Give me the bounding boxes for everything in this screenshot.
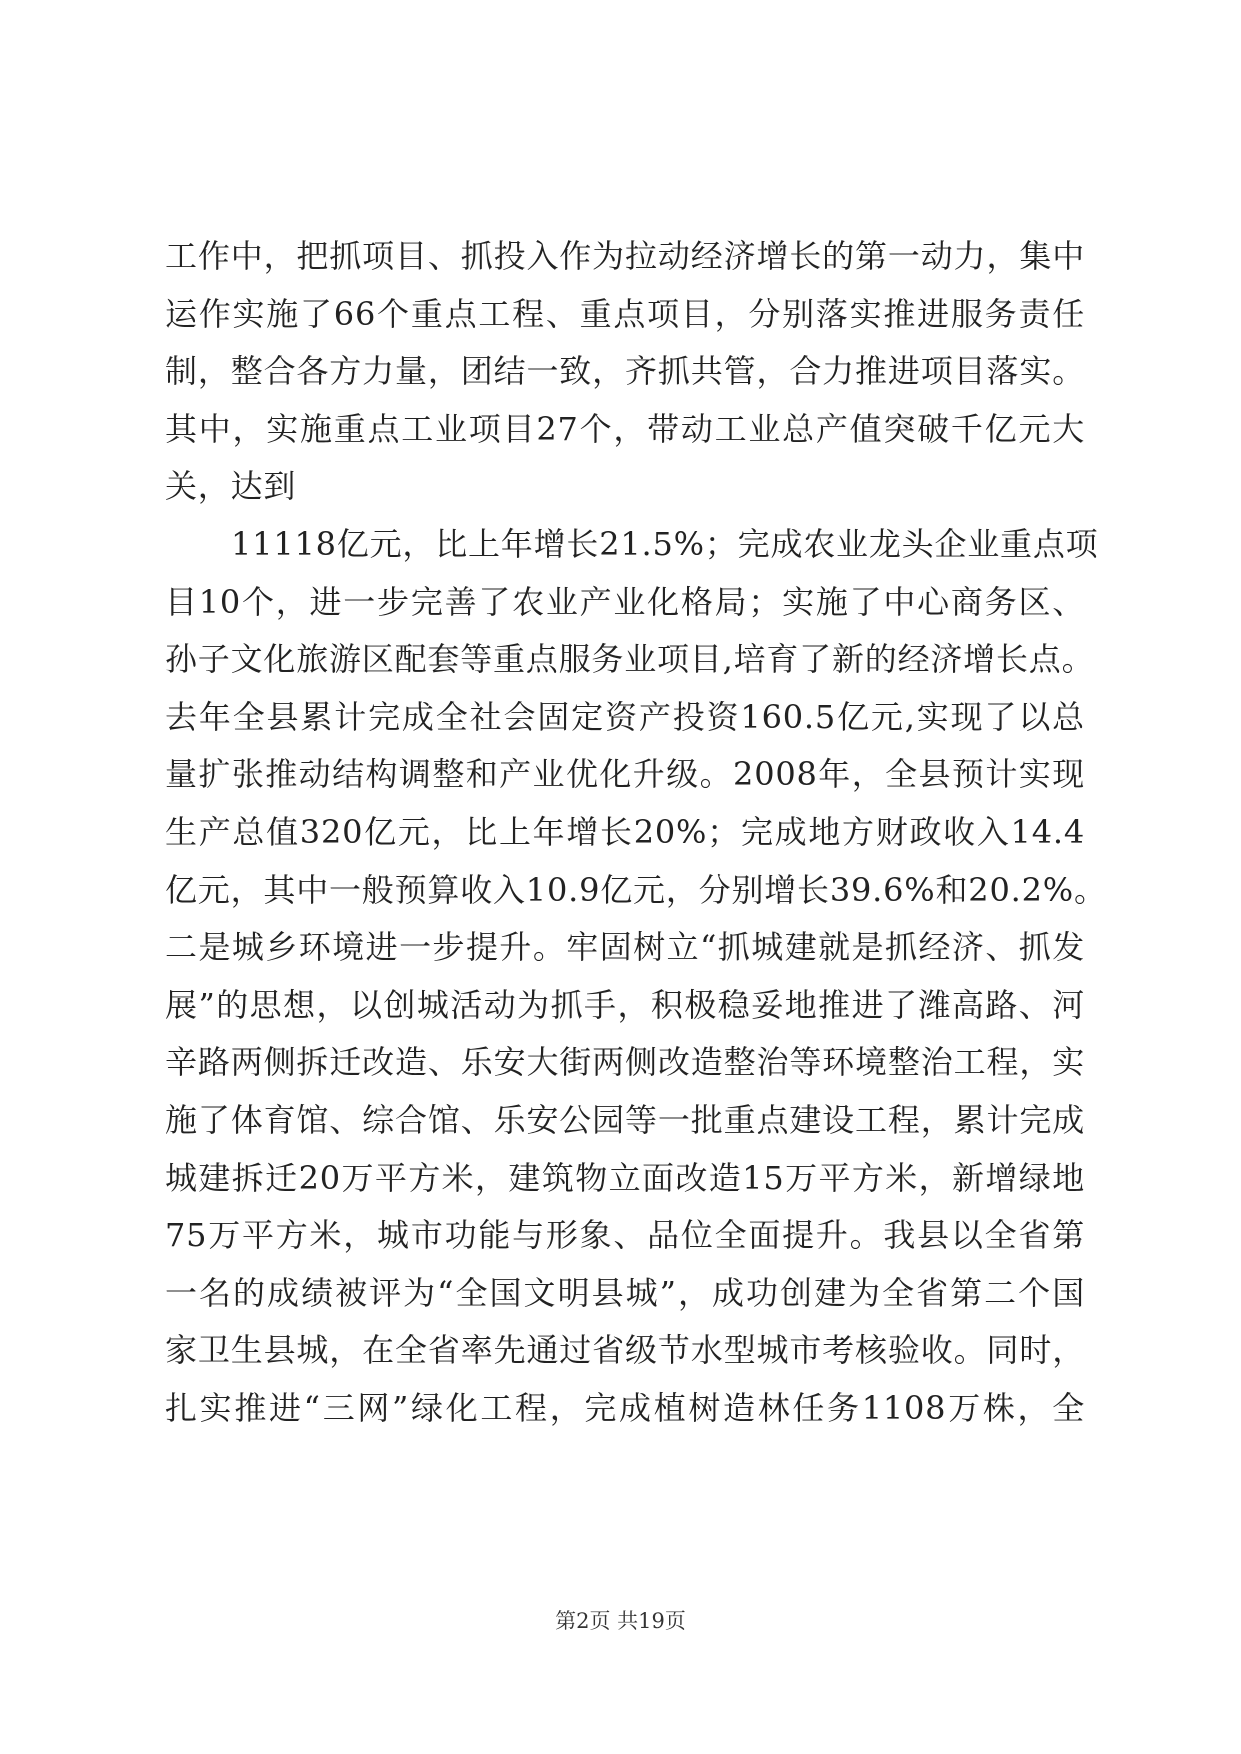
text-line: 目10个，进一步完善了农业产业化格局；实施了中心商务区、 (165, 582, 1085, 621)
text-line: 辛路两侧拆迁改造、乐安大街两侧改造整治等环境整治工程，实 (165, 1043, 1085, 1082)
text-line: 施了体育馆、综合馆、乐安公园等一批重点建设工程，累计完成 (165, 1100, 1085, 1139)
text-line: 运作实施了66个重点工程、重点项目，分别落实推进服务责任 (165, 294, 1085, 333)
text-line: 11118亿元，比上年增长21.5%；完成农业龙头企业重点项 (231, 524, 1099, 563)
text-line: 扎实推进“三网”绿化工程，完成植树造林任务1108万株，全 (165, 1388, 1085, 1427)
text-line: 二是城乡环境进一步提升。牢固树立“抓城建就是抓经济、抓发 (165, 928, 1085, 967)
text-line: 亿元，其中一般预算收入10.9亿元，分别增长39.6%和20.2%。 (165, 870, 1107, 909)
text-line: 展”的思想，以创城活动为抓手，积极稳妥地推进了潍高路、河 (165, 985, 1085, 1024)
text-line: 去年全县累计完成全社会固定资产投资160.5亿元,实现了以总 (165, 697, 1085, 736)
text-line: 一名的成绩被评为“全国文明县城”，成功创建为全省第二个国 (165, 1273, 1085, 1312)
text-line: 其中，实施重点工业项目27个，带动工业总产值突破千亿元大 (165, 409, 1085, 448)
text-line: 孙子文化旅游区配套等重点服务业项目,培育了新的经济增长点。 (165, 640, 1095, 679)
page-number-footer: 第2页 共19页 (555, 1609, 686, 1633)
text-line: 生产总值320亿元，比上年增长20%；完成地方财政收入14.4 (165, 812, 1085, 851)
body-text (165, 228, 1107, 1437)
text-line: 量扩张推动结构调整和产业优化升级。2008年，全县预计实现 (165, 755, 1085, 794)
text-line: 家卫生县城，在全省率先通过省级节水型城市考核验收。同时， (165, 1331, 1085, 1370)
text-line: 75万平方米，城市功能与形象、品位全面提升。我县以全省第 (165, 1216, 1085, 1255)
text-line: 制，整合各方力量，团结一致，齐抓共管，合力推进项目落实。 (165, 352, 1085, 391)
text-line: 城建拆迁20万平方米，建筑物立面改造15万平方米，新增绿地 (165, 1158, 1085, 1197)
text-line: 工作中，把抓项目、抓投入作为拉动经济增长的第一动力，集中 (165, 237, 1085, 275)
text-line: 关，达到 (165, 467, 297, 506)
